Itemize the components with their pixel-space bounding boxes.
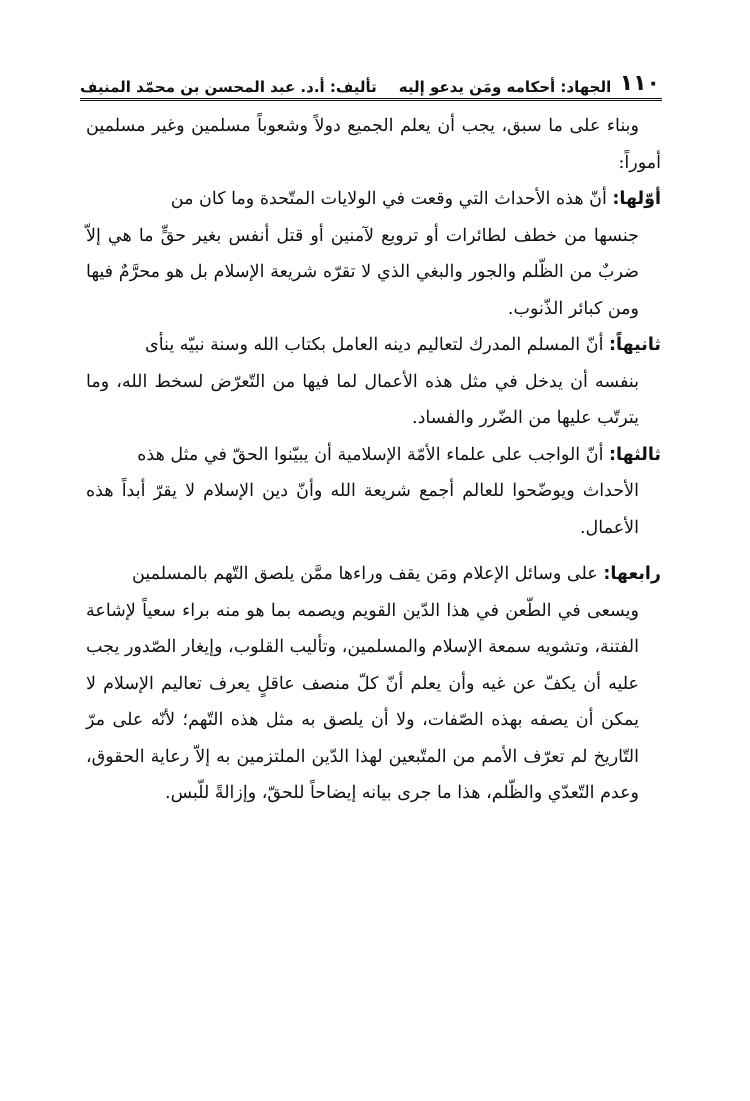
section-first-line: أنّ المسلم المدرك لتعاليم دينه العامل بكتاب الله وسنة نبيّه ينأى: [145, 335, 604, 355]
section-third: [86, 437, 661, 547]
body-text: [86, 108, 661, 812]
section-first: [86, 181, 661, 327]
page-number: ١١٠: [619, 71, 660, 96]
section-text: ويسعى في الطّعن في هذا الدّين القويم ويصمه بما هو منه براء سعياً لإشاعة الفتنة، وتشويه سمعة الإسلام والمسلمين، وتأليب القلوب، وإيغار الصّدور يجب عليه أن يكفّ عن غيه وأن يعلم أنّ كلّ منصف عاقلٍ يعرف تعاليم الإسلام لا يمكن أن يصفه بهذه الصّفات، ولا أن يلصق به مثل هذه التّهم؛ لأنّه على مرّ التّاريخ لم تعرّف الأمم من المتّبعين لهذا الدّين الملتزمين به إلاّ رعاية الحقوق، وعدم التّعدّي والظّلم، هذا ما جرى بيانه إيضاحاً للحقّ، وإزالةً للّبس.: [86, 600, 639, 803]
section-label: ثالثها:: [609, 444, 661, 465]
section-first-line: على وسائل الإعلام ومَن يقف وراءها ممَّن يلصق التّهم بالمسلمين: [131, 564, 598, 584]
running-header: [80, 62, 660, 96]
section-first-line: أنّ الواجب على علماء الأمّة الإسلامية أن يبيّنوا الحقّ في مثل هذه: [137, 444, 604, 465]
intro-paragraph: وبناء على ما سبق، يجب أن يعلم الجميع دولاً وشعوباً مسلمين وغير مسلمين أموراً:: [86, 116, 661, 173]
section-label: رابعها:: [603, 564, 661, 584]
section-text: جنسها من خطف لطائرات أو ترويع لآمنين أو قتل أنفس بغير حقٍّ ما هي إلاّ ضربٌ من الظّلم والجور والبغي الذي لا تقرّه شريعة الإسلام بل هو محرَّمٌ فيها ومن كبائر الذّنوب.: [86, 225, 639, 319]
section-fourth: [86, 556, 661, 812]
section-text: بنفسه أن يدخل في مثل هذه الأعمال لما فيها من التّعرّض لسخط الله، وما يترتّب عليها من الضّرر والفساد.: [86, 371, 639, 428]
section-second: [86, 327, 661, 437]
section-label: ثانيهاً:: [609, 335, 661, 355]
section-label: أوّلها:: [612, 189, 661, 209]
book-title: الجهاد: أحكامه ومَن يدعو إليه: [398, 78, 612, 96]
author-line: تأليف: أ.د. عبد المحسن بن محمّد المنيف: [80, 78, 377, 96]
header-rule: [80, 98, 662, 101]
section-first-line: أنّ هذه الأحداث التي وقعت في الولايات المتّحدة وما كان من: [170, 189, 607, 209]
section-text: الأحداث ويوضّحوا للعالم أجمع شريعة الله وأنّ دين الإسلام لا يقرّ أبداً هذه الأعمال.: [86, 481, 639, 538]
